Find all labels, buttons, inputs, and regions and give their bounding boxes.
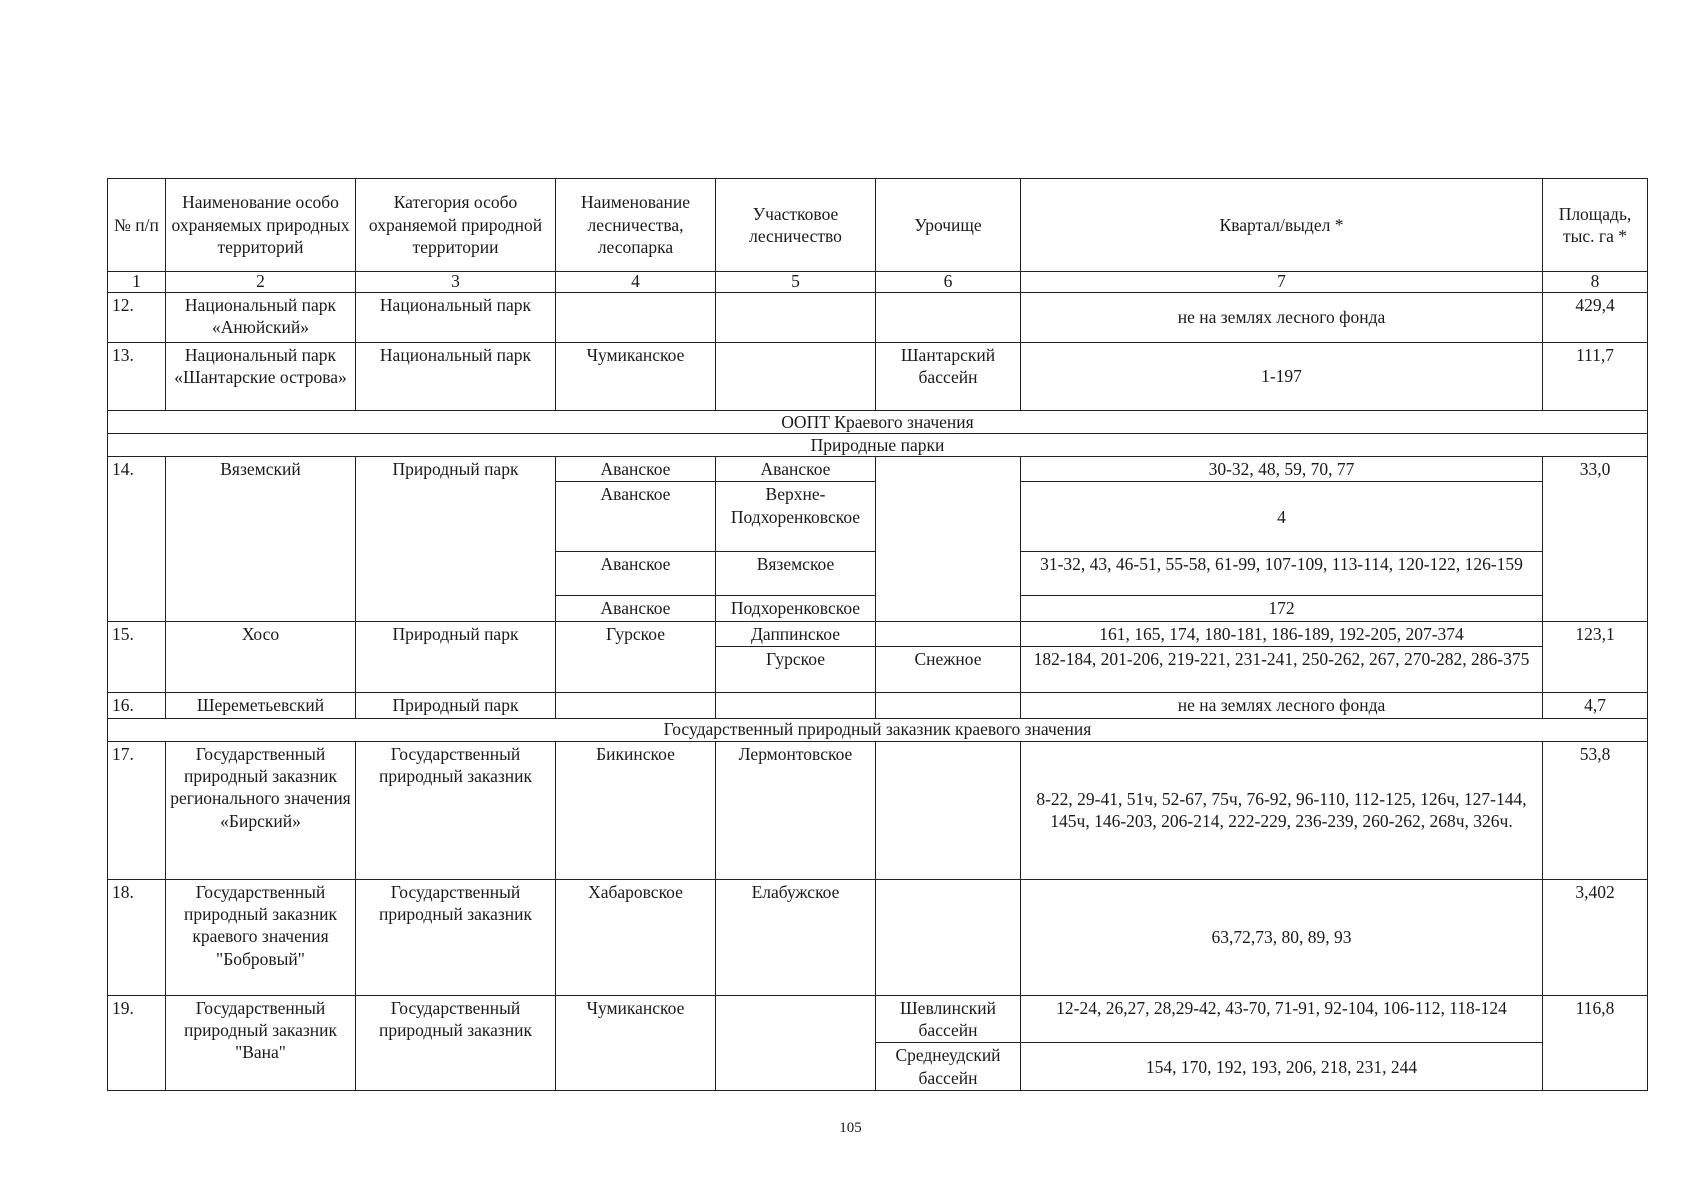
district-forestry-cell: Вяземское (716, 552, 876, 596)
district-forestry-cell: Даппинское (716, 621, 876, 646)
header-area: Площадь, тыс. га * (1543, 179, 1648, 272)
area-name: Вяземский (166, 457, 356, 622)
row-number: 17. (108, 741, 166, 879)
protected-areas-table-wrapper (107, 178, 1647, 1091)
tract-cell: Шевлинский бассейн (876, 995, 1021, 1043)
tract-cell (876, 879, 1021, 995)
forestry-cell: Чумиканское (556, 343, 716, 411)
section-row (108, 434, 1648, 457)
table-row (108, 343, 1648, 411)
kvartal-cell: 63,72,73, 80, 89, 93 (1021, 879, 1543, 995)
table-row (108, 995, 1648, 1043)
area-value: 111,7 (1543, 343, 1648, 411)
forestry-cell: Хабаровское (556, 879, 716, 995)
table-row (108, 457, 1648, 482)
forestry-cell: Аванское (556, 596, 716, 621)
forestry-cell: Аванское (556, 482, 716, 552)
forestry-cell (556, 693, 716, 718)
area-name: Государственный природный заказник краевого значения "Бобровый" (166, 879, 356, 995)
district-forestry-cell (716, 995, 876, 1091)
area-category: Природный парк (356, 621, 556, 692)
tract-cell: Снежное (876, 647, 1021, 693)
district-forestry-cell (716, 293, 876, 343)
tract-cell (876, 621, 1021, 646)
area-value: 4,7 (1543, 693, 1648, 718)
header-num: № п/п (108, 179, 166, 272)
forestry-cell: Бикинское (556, 741, 716, 879)
tract-cell (876, 741, 1021, 879)
row-number: 12. (108, 293, 166, 343)
section-row (108, 411, 1648, 434)
tract-cell: Среднеудский бассейн (876, 1043, 1021, 1091)
header-forestry: Наименование лесничества, лесопарка (556, 179, 716, 272)
kvartal-cell: 30-32, 48, 59, 70, 77 (1021, 457, 1543, 482)
kvartal-cell: 31-32, 43, 46-51, 55-58, 61-99, 107-109, 113-114, 120-122, 126-159 (1021, 552, 1543, 596)
row-number: 18. (108, 879, 166, 995)
area-category: Природный парк (356, 693, 556, 718)
area-category: Государственный природный заказник (356, 995, 556, 1091)
area-value: 53,8 (1543, 741, 1648, 879)
district-forestry-cell: Гурское (716, 647, 876, 693)
kvartal-cell: 161, 165, 174, 180-181, 186-189, 192-205, 207-374 (1021, 621, 1543, 646)
header-district-forestry: Участковое лесничество (716, 179, 876, 272)
column-number: 5 (716, 272, 876, 293)
header-name: Наименование особо охраняемых природных территорий (166, 179, 356, 272)
section-title-reserves: Государственный природный заказник краевого значения (108, 718, 1648, 741)
district-forestry-cell (716, 343, 876, 411)
row-number: 14. (108, 457, 166, 622)
district-forestry-cell (716, 693, 876, 718)
row-number: 15. (108, 621, 166, 692)
protected-areas-table (107, 178, 1648, 1091)
column-number: 6 (876, 272, 1021, 293)
area-value: 116,8 (1543, 995, 1648, 1091)
kvartal-cell: не на землях лесного фонда (1021, 293, 1543, 343)
header-tract: Урочище (876, 179, 1021, 272)
forestry-cell: Гурское (556, 621, 716, 692)
area-name: Шереметьевский (166, 693, 356, 718)
section-title-nature-parks: Природные парки (108, 434, 1648, 457)
kvartal-cell: не на землях лесного фонда (1021, 693, 1543, 718)
tract-cell (876, 457, 1021, 622)
tract-cell: Шантарский бассейн (876, 343, 1021, 411)
row-number: 16. (108, 693, 166, 718)
area-name: Государственный природный заказник регионального значения «Бирский» (166, 741, 356, 879)
tract-cell (876, 693, 1021, 718)
table-row (108, 741, 1648, 879)
table-row (108, 621, 1648, 646)
area-value: 33,0 (1543, 457, 1648, 622)
district-forestry-cell: Аванское (716, 457, 876, 482)
district-forestry-cell: Верхне-Подхоренковское (716, 482, 876, 552)
area-name: Государственный природный заказник "Вана" (166, 995, 356, 1091)
area-value: 429,4 (1543, 293, 1648, 343)
column-number: 7 (1021, 272, 1543, 293)
page-number: 105 (839, 1120, 862, 1136)
area-category: Национальный парк (356, 293, 556, 343)
tract-cell (876, 293, 1021, 343)
forestry-cell: Аванское (556, 552, 716, 596)
table-row (108, 293, 1648, 343)
section-title-regional: ООПТ Краевого значения (108, 411, 1648, 434)
kvartal-cell: 172 (1021, 596, 1543, 621)
column-number: 3 (356, 272, 556, 293)
forestry-cell (556, 293, 716, 343)
area-value: 3,402 (1543, 879, 1648, 995)
kvartal-cell: 8-22, 29-41, 51ч, 52-67, 75ч, 76-92, 96-110, 112-125, 126ч, 127-144, 145ч, 146-203, 206-214, 222-229, 236-239, 260-262, 268ч, 326ч. (1021, 741, 1543, 879)
column-number: 2 (166, 272, 356, 293)
area-name: Национальный парк «Шантарские острова» (166, 343, 356, 411)
forestry-cell: Аванское (556, 457, 716, 482)
district-forestry-cell: Подхоренковское (716, 596, 876, 621)
column-number: 4 (556, 272, 716, 293)
row-number: 13. (108, 343, 166, 411)
forestry-cell: Чумиканское (556, 995, 716, 1091)
area-name: Хосо (166, 621, 356, 692)
header-kvartal: Квартал/выдел * (1021, 179, 1543, 272)
section-row (108, 718, 1648, 741)
header-category: Категория особо охраняемой природной территории (356, 179, 556, 272)
header-row (108, 179, 1648, 272)
kvartal-cell: 1-197 (1021, 343, 1543, 411)
district-forestry-cell: Лермонтовское (716, 741, 876, 879)
kvartal-cell: 154, 170, 192, 193, 206, 218, 231, 244 (1021, 1043, 1543, 1091)
row-number: 19. (108, 995, 166, 1091)
kvartal-cell: 12-24, 26,27, 28,29-42, 43-70, 71-91, 92-104, 106-112, 118-124 (1021, 995, 1543, 1043)
column-number: 8 (1543, 272, 1648, 293)
column-number-row (108, 272, 1648, 293)
area-category: Государственный природный заказник (356, 879, 556, 995)
area-name: Национальный парк «Анюйский» (166, 293, 356, 343)
kvartal-cell: 4 (1021, 482, 1543, 552)
kvartal-cell: 182-184, 201-206, 219-221, 231-241, 250-262, 267, 270-282, 286-375 (1021, 647, 1543, 693)
area-category: Природный парк (356, 457, 556, 622)
table-row (108, 879, 1648, 995)
area-value: 123,1 (1543, 621, 1648, 692)
area-category: Государственный природный заказник (356, 741, 556, 879)
table-row (108, 693, 1648, 718)
area-category: Национальный парк (356, 343, 556, 411)
column-number: 1 (108, 272, 166, 293)
district-forestry-cell: Елабужское (716, 879, 876, 995)
